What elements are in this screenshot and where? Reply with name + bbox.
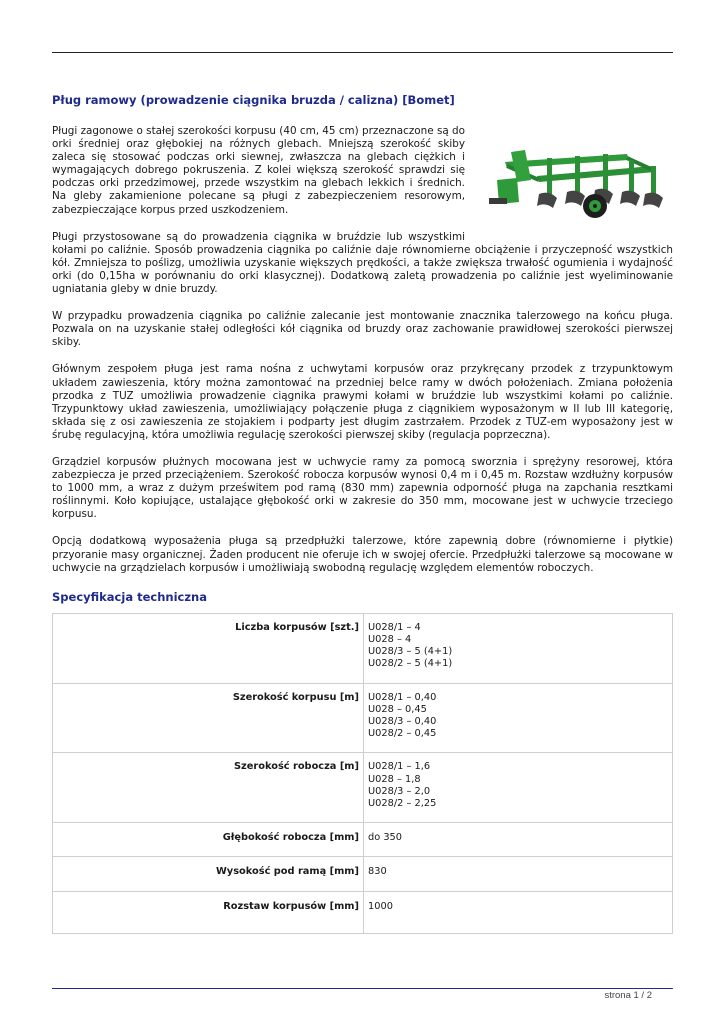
table-row [53, 891, 673, 933]
footer-divider [52, 988, 673, 989]
spec-value-line: U028 – 4 [368, 633, 412, 645]
table-row [53, 613, 673, 683]
plough-image [477, 140, 673, 226]
spec-value-line: U028/3 – 0,40 [368, 715, 437, 727]
spec-label: Szerokość korpusu [m] [53, 683, 364, 753]
top-divider [52, 52, 673, 53]
spec-value-line: U028/1 – 4 [368, 621, 421, 633]
spec-value-line: U028/2 – 0,45 [368, 728, 437, 740]
spec-value: do 350 [364, 823, 673, 857]
paragraph: Pługi przystosowane są do prowadzenia ciągnika w bruździe lub wszystkimi kołami po caliźnie. Sposób prowadzenia ciągnika po caliźnie daje równomierne obciążenie i przyczepność wszystkich kół. Zmniejsza to poślizg, umożliwia uzyskanie większych prędkości, a także zwiększa trwałość ogumienia i wydajność orki (do 0,15ha w porównaniu do orki klasycznej). Dodatkową zaletą prowadzenia po caliźnie jest wyeliminowanie ugniatania gleby w dnie bruzdy. [52, 230, 673, 296]
spec-value-line: U028/3 – 2,0 [368, 785, 431, 797]
table-row [53, 857, 673, 891]
page-title: Pług ramowy (prowadzenie ciągnika bruzda / calizna) [Bomet] [52, 93, 455, 107]
spec-value-line: U028 – 1,8 [368, 773, 421, 785]
spec-label: Szerokość robocza [m] [53, 753, 364, 823]
spec-value-line: U028 – 0,45 [368, 703, 427, 715]
spec-value [364, 613, 673, 683]
table-row [53, 823, 673, 857]
spec-title: Specyfikacja techniczna [52, 589, 207, 604]
paragraph: Głównym zespołem pługa jest rama nośna z uchwytami korpusów oraz przykręcany przodek z trzypunktowym układem zawieszenia, który można zamontować na przedniej belce ramy w dwóch położeniach. Zmiana położenia przodka z TUZ umożliwia prowadzenie ciągnika prawymi kołami w bruździe lub wszystkimi kołami po caliźnie. Trzypunktowy układ zawieszenia, umożliwiający połączenie pługa z ciągnikiem wyposażonym w II lub III kategorię, składa się z osi zawieszenia ze stojakiem i podparty jest długim zastrzałem. Przodek z TUZ-em wyposażony jest w śrubę regulacyjną, która umożliwia regulację szerokości pierwszej skiby (regulacja poprzeczna). [52, 363, 673, 441]
paragraph: Grządziel korpusów płużnych mocowana jest w uchwycie ramy za pomocą sworznia i sprężyny resorowej, która zabezpiecza je przed przeciążeniem. Szerokość robocza korpusów wynosi 0,4 m i 0,45 m. Rozstaw wzdłużny korpusów to 1000 mm, a wraz z dużym prześwitem pod ramą (830 mm) zapewnia odporność pługa na zapchania resztkami roślinnymi. Koło kopiujące, ustalające głębokość orki w zakresie do 350 mm, mocowane jest w uchwycie trzeciego korpusu. [52, 455, 673, 521]
paragraph: W przypadku prowadzenia ciągnika po caliźnie zalecanie jest montowanie znacznika talerzowego na końcu pługa. Pozwala on na uzyskanie stałej odległości kół ciągnika od bruzdy oraz zachowanie prawidłowej szerokości pierwszej skiby. [52, 310, 673, 349]
paragraph: Opcją dodatkową wyposażenia pługa są przedpłużki talerzowe, które zapewnią dobre (równomierne i płytkie) przyoranie masy organicznej. Żaden producent nie oferuje ich w swojej ofercie. Przedpłużki talerzowe są mocowane w uchwycie na grządzielach korpusów i umożliwiają swobodną regulację względem elementów roboczych. [52, 535, 673, 574]
spec-label: Głębokość robocza [mm] [53, 823, 364, 857]
spec-value [364, 683, 673, 753]
spec-label: Rozstaw korpusów [mm] [53, 891, 364, 933]
spec-value: 830 [364, 857, 673, 891]
paragraph: Pługi zagonowe o stałej szerokości korpusu (40 cm, 45 cm) przeznaczone są do orki średniej oraz głębokiej na różnych glebach. Mniejszą szerokość skiby zaleca się stosować podczas orki siewnej, zwłaszcza na glebach ciężkich i wymagających dobrego pokruszenia. Z kolei większą szerokość sprawdzi się podczas orki przedzimowej, przede wszystkim na glebach lekkich i średnich. Na gleby zakamienione polecane są pługi z zabezpieczeniem resorowym, zabezpieczające korpus przed uszkodzeniem. [52, 125, 465, 216]
table-row [53, 753, 673, 823]
spec-value: 1000 [364, 891, 673, 933]
spec-label: Wysokość pod ramą [mm] [53, 857, 364, 891]
spec-value [364, 753, 673, 823]
spec-label: Liczba korpusów [szt.] [53, 613, 364, 683]
document-body [52, 92, 673, 934]
page-number: strona 1 / 2 [604, 990, 652, 1001]
spec-value-line: U028/1 – 1,6 [368, 761, 431, 773]
spec-value-line: U028/3 – 5 (4+1) [368, 646, 453, 658]
table-row [53, 683, 673, 753]
spec-value-line: U028/1 – 0,40 [368, 691, 437, 703]
spec-table [52, 613, 673, 934]
spec-value-line: U028/2 – 2,25 [368, 797, 437, 809]
spec-value-line: U028/2 – 5 (4+1) [368, 658, 453, 670]
